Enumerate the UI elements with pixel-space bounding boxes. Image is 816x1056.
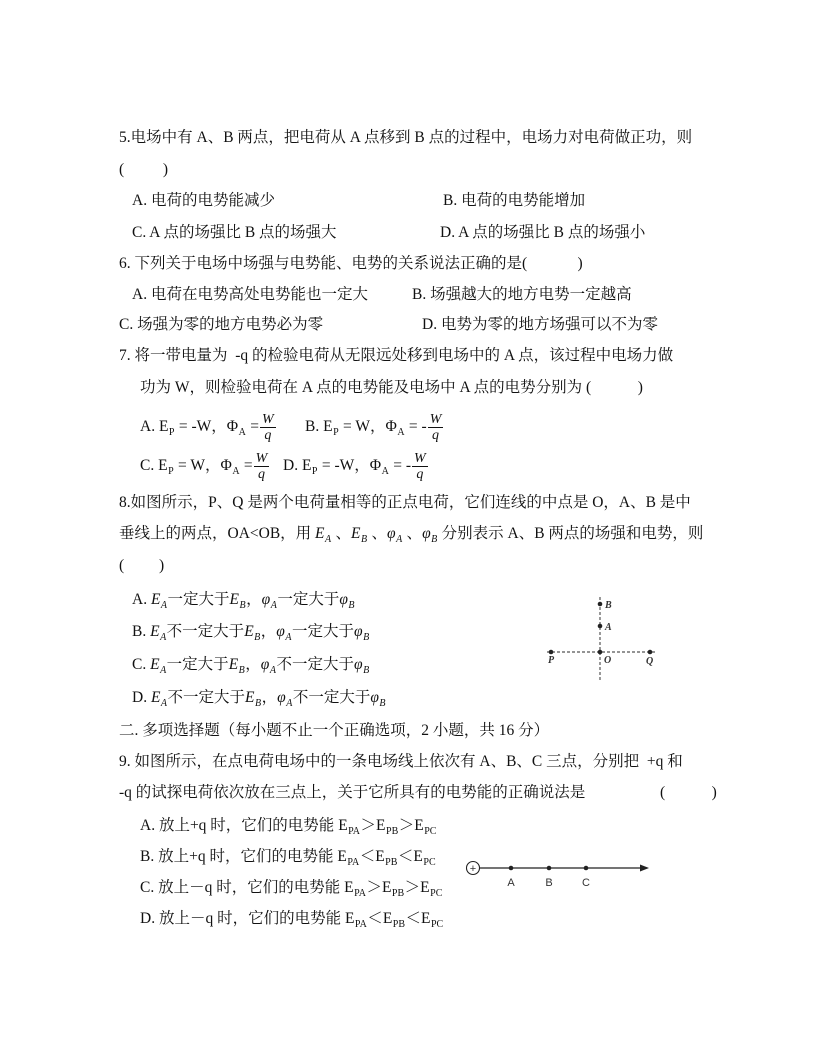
q9-option-c [140, 879, 443, 897]
math-variable-base: E [150, 656, 160, 673]
math-variable [338, 817, 361, 837]
math-variable-base: E [244, 623, 254, 640]
math-variable-base: φ [261, 591, 271, 608]
math-subscript: B [379, 698, 386, 709]
q6-option-d: D. 电势为零的地方场强可以不为零 [422, 316, 658, 333]
q5-stem: 5.电场中有 A、B 两点，把电荷从 A 点移到 B 点的过程中，电场力对电荷做正功，则 [119, 129, 693, 146]
math-subscript: PB [392, 919, 406, 930]
q6-stem: 6. 下列关于电场中场强与电势能、电势的关系说法正确的是( ) [119, 255, 583, 272]
math-variable-base: E [337, 848, 347, 865]
label-charge-p: P [548, 655, 555, 666]
math-subscript: P [333, 427, 339, 438]
math-variable [261, 591, 278, 611]
text-run: C. [132, 656, 151, 673]
math-subscript: A [381, 466, 389, 477]
math-variable-base: E [245, 689, 255, 706]
q7-stem-line1: 7. 将一带电量为 -q 的检验电荷从无限远处移到电场中的 A 点，该过程中电场力做 [119, 347, 674, 364]
q8-answer-blank: ( ) [119, 557, 165, 574]
label-point-a: A [507, 877, 515, 889]
math-variable-base: Φ [369, 457, 382, 474]
math-subscript: A [160, 698, 168, 709]
section-heading: 二. 多项选择题（每小题不止一个正确选项，2 小题，共 16 分） [119, 722, 550, 739]
text-run: = - [389, 457, 412, 474]
math-variable [150, 591, 168, 611]
q6-option-b: B. 场强越大的地方电势一定越高 [412, 286, 632, 303]
math-subscript: A [325, 534, 332, 545]
math-variable [150, 656, 167, 676]
math-variable-base: Φ [385, 418, 397, 435]
charge-p-dot [549, 650, 554, 655]
point-c-dot [584, 866, 589, 871]
math-subscript: A [160, 600, 168, 611]
math-variable-base: φ [386, 525, 396, 542]
math-subscript: B [255, 698, 262, 709]
text-run: ＞ [398, 817, 415, 834]
text-run: = W， [174, 457, 221, 474]
math-subscript: PA [354, 919, 367, 930]
math-subscript: A [286, 698, 293, 709]
text-run: ， [260, 623, 277, 640]
q7-option-c [140, 448, 270, 484]
text-run: 一定大于 [166, 656, 229, 673]
fraction [260, 412, 276, 443]
point-b-dot [598, 602, 603, 607]
text-run: = W， [339, 418, 386, 435]
text-run: 一定大于 [277, 591, 340, 608]
math-variable [370, 689, 386, 709]
math-subscript: A [160, 632, 167, 643]
math-subscript: PB [385, 857, 398, 868]
q6-option-a: A. 电荷在电势高处电势能也一定大 [132, 286, 368, 303]
text-run: ＞ [360, 817, 377, 834]
text-run: ＜ [359, 848, 376, 865]
text-run: 、 [331, 525, 352, 542]
text-run: 、 [402, 525, 423, 542]
math-subscript: PA [348, 826, 361, 837]
text-run: D. [283, 457, 302, 474]
math-variable-base: E [323, 418, 333, 435]
math-variable [245, 689, 262, 709]
fraction-numerator: W [255, 450, 268, 466]
fraction [428, 412, 444, 443]
math-variable-base: E [382, 910, 393, 927]
math-variable-base: φ [422, 525, 431, 542]
math-subscript: A [270, 600, 277, 611]
q7-stem-line2: 功为 W，则检验电荷在 A 点的电势能及电场中 A 点的电势分别为 ( ) [140, 379, 643, 396]
fraction-denominator: q [432, 427, 440, 443]
math-subscript: A [396, 534, 403, 545]
q9-field-line-diagram [462, 855, 657, 893]
point-o-dot [598, 650, 603, 655]
text-run: = - [405, 418, 427, 435]
math-variable [301, 457, 318, 477]
text-run: 分别表示 A、B 两点的场强和电势，则 [437, 525, 704, 542]
math-variable-base: φ [370, 689, 379, 706]
math-subscript: A [397, 427, 405, 438]
math-variable-base: E [338, 817, 348, 834]
label-point-o: O [604, 655, 612, 666]
text-run: B. [305, 418, 324, 435]
text-run: 不一定大于 [167, 689, 246, 706]
q7-option-a [140, 409, 277, 445]
text-run: ＜ [405, 910, 422, 927]
math-variable [420, 879, 443, 899]
math-subscript: B [363, 632, 370, 643]
math-subscript: B [363, 665, 370, 676]
text-run: 一定大于 [291, 623, 354, 640]
math-variable-base: φ [277, 689, 286, 706]
fraction-denominator: q [264, 427, 272, 443]
math-subscript: A [269, 665, 276, 676]
q8-stem-line2 [119, 525, 703, 543]
math-variable-base: E [351, 525, 361, 542]
text-run: 不一定大于 [276, 656, 354, 673]
text-run: 一定大于 [167, 591, 230, 608]
fraction-numerator: W [414, 450, 426, 466]
math-subscript: A [285, 632, 292, 643]
label-point-b: B [605, 600, 612, 611]
q9-option-b [140, 848, 436, 866]
q7-option-d [283, 448, 429, 484]
math-variable [344, 879, 366, 899]
math-subscript: A [160, 665, 167, 676]
math-variable [353, 623, 370, 643]
q5-option-a: A. 电荷的电势能减少 [132, 192, 275, 209]
math-subscript: PC [430, 888, 443, 899]
q8-charge-diagram [540, 592, 665, 687]
q9-stem-line2: -q 的试探电荷依次放在三点上，关于它所具有的电势能的正确说法是 [119, 784, 586, 801]
math-variable [422, 525, 438, 545]
text-run: D. [132, 689, 151, 706]
text-run: A. [132, 591, 151, 608]
text-run: ， [246, 591, 262, 608]
math-variable [369, 457, 390, 477]
math-subscript: P [168, 427, 175, 438]
math-variable [276, 623, 292, 643]
math-variable [339, 591, 355, 611]
math-variable-base: E [376, 817, 386, 834]
math-variable [260, 656, 277, 676]
math-subscript: B [254, 632, 261, 643]
text-run: = -W， [317, 457, 370, 474]
math-variable-base: E [413, 848, 423, 865]
math-subscript: PB [386, 826, 399, 837]
math-subscript: A [238, 427, 246, 438]
text-run: ， [245, 656, 261, 673]
text-run: C. [140, 457, 159, 474]
text-run: B. [132, 623, 151, 640]
math-variable-base: E [315, 525, 325, 542]
math-variable [229, 591, 247, 611]
math-variable-base: E [228, 656, 239, 673]
math-subscript: PC [431, 919, 444, 930]
math-variable [344, 910, 367, 930]
q9-answer-blank: ( ) [660, 784, 717, 801]
math-variable [376, 817, 399, 837]
math-subscript: B [348, 600, 355, 611]
text-run: = -W， [174, 418, 227, 435]
math-variable-base: E [414, 817, 424, 834]
math-variable [414, 817, 437, 837]
fraction-denominator: q [258, 466, 265, 482]
label-point-c: C [582, 877, 590, 889]
math-variable [226, 418, 247, 438]
math-variable-base: E [301, 457, 312, 474]
text-run: ＞ [404, 879, 421, 896]
text-run: ＜ [397, 848, 414, 865]
math-subscript: P [168, 466, 174, 477]
fraction-numerator: W [429, 411, 442, 427]
text-run: 、 [367, 525, 387, 542]
text-run: A. [140, 418, 159, 435]
math-variable [381, 879, 405, 899]
text-run: C. 放上－q 时，它们的电势能 [140, 879, 345, 896]
text-run: 垂线上的两点，OA<OB，用 [119, 525, 316, 542]
charge-q-dot [648, 650, 653, 655]
math-variable [150, 689, 168, 709]
math-variable-base: E [344, 910, 355, 927]
math-variable [150, 623, 167, 643]
point-a-dot [509, 866, 514, 871]
charge-sign: + [469, 863, 477, 875]
text-run: = [246, 418, 259, 435]
math-variable [413, 848, 436, 868]
text-run: ， [261, 689, 278, 706]
math-variable-base: E [158, 418, 169, 435]
math-variable-base: E [344, 879, 354, 896]
math-variable-base: E [150, 591, 161, 608]
math-subscript: B [431, 534, 438, 545]
math-subscript: PB [391, 888, 405, 899]
q9-option-d [140, 910, 444, 928]
math-variable-base: φ [260, 656, 270, 673]
math-variable [351, 525, 368, 545]
math-subscript: PA [347, 857, 360, 868]
math-subscript: B [238, 665, 245, 676]
math-subscript: P [311, 466, 318, 477]
math-variable [375, 848, 398, 868]
math-subscript: B [360, 534, 368, 545]
q5-answer-blank: ( ) [119, 161, 169, 178]
q8-stem-line1: 8.如图所示，P、Q 是两个电荷量相等的正点电荷，它们连线的中点是 O，A、B 是中 [119, 494, 691, 511]
text-run: 不一定大于 [166, 623, 245, 640]
math-subscript: PC [424, 826, 437, 837]
math-variable-base: Φ [220, 457, 232, 474]
math-variable [220, 457, 240, 477]
q8-option-a [132, 591, 355, 609]
q8-option-d [132, 689, 386, 707]
math-variable-base: E [158, 457, 168, 474]
math-variable [353, 656, 370, 676]
q7-option-b [305, 409, 444, 445]
math-subscript: A [232, 466, 240, 477]
arrowhead-icon [640, 865, 649, 872]
math-variable [386, 525, 403, 545]
math-variable-base: φ [276, 623, 285, 640]
math-variable-base: E [375, 848, 385, 865]
math-variable [382, 910, 406, 930]
text-run: D. 放上－q 时，它们的电势能 [140, 910, 345, 927]
fraction [412, 451, 428, 482]
math-variable-base: E [421, 910, 431, 927]
math-variable-base: E [150, 623, 160, 640]
label-charge-q: Q [646, 656, 654, 667]
math-subscript: PA [354, 888, 366, 899]
text-run: A. 放上+q 时，它们的电势能 [140, 817, 339, 834]
label-point-a: A [605, 622, 612, 633]
math-variable [337, 848, 360, 868]
math-subscript: B [239, 600, 246, 611]
math-variable-base: E [381, 879, 392, 896]
text-run: ＜ [367, 910, 383, 927]
math-variable [421, 910, 444, 930]
math-variable [315, 525, 332, 545]
q8-option-b [132, 623, 370, 641]
text-run: 不一定大于 [292, 689, 371, 706]
math-variable [158, 457, 174, 477]
q5-option-d: D. A 点的场强比 B 点的场强小 [440, 224, 646, 241]
text-run: B. 放上+q 时，它们的电势能 [140, 848, 338, 865]
text-run: ＞ [366, 879, 382, 896]
fraction-denominator: q [416, 466, 424, 482]
fraction-numerator: W [261, 411, 274, 427]
label-point-b: B [545, 877, 553, 889]
q5-option-b: B. 电荷的电势能增加 [443, 192, 586, 209]
q8-option-c [132, 656, 370, 674]
math-variable-base: φ [353, 623, 363, 640]
q5-option-c: C. A 点的场强比 B 点的场强大 [132, 224, 337, 241]
q6-option-c: C. 场强为零的地方电势必为零 [119, 316, 324, 333]
math-variable-base: Φ [226, 418, 239, 435]
q9-stem-line1: 9. 如图所示，在点电荷电场中的一条电场线上依次有 A、B、C 三点，分别把 +q 和 [119, 753, 683, 770]
math-variable [158, 418, 175, 438]
math-variable [228, 656, 246, 676]
math-variable-base: E [150, 689, 161, 706]
math-variable [323, 418, 339, 438]
text-run: = [240, 457, 253, 474]
q9-option-a [140, 817, 437, 835]
math-variable [385, 418, 405, 438]
point-a-dot [598, 624, 603, 629]
math-subscript: PC [423, 857, 436, 868]
math-variable-base: φ [353, 656, 363, 673]
math-variable [244, 623, 261, 643]
math-variable-base: E [229, 591, 240, 608]
math-variable-base: φ [339, 591, 348, 608]
point-b-dot [547, 866, 552, 871]
math-variable [277, 689, 293, 709]
fraction [254, 451, 270, 482]
math-variable-base: E [420, 879, 430, 896]
